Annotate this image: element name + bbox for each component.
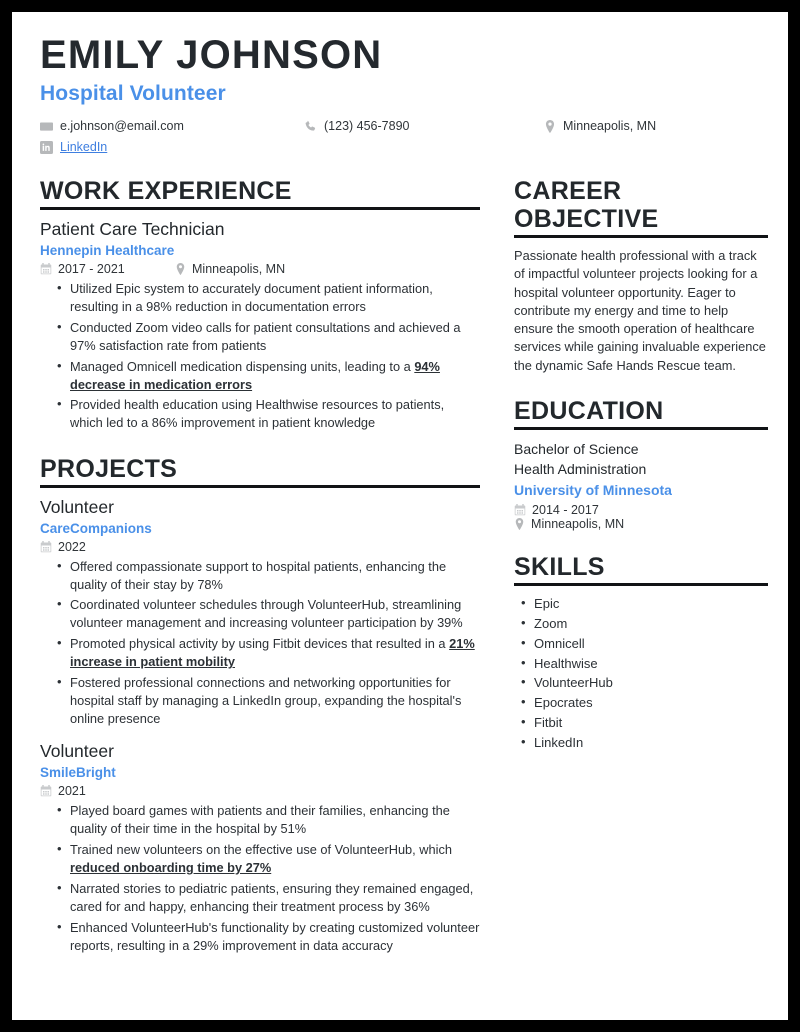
education-location-text: Minneapolis, MN (531, 516, 625, 531)
candidate-job-title: Hospital Volunteer (40, 82, 226, 105)
calendar-icon (40, 785, 52, 797)
bullet-text: Offered compassionate support to hospital patients, enhancing the quality of their stay by 78% (70, 558, 447, 592)
project-entry-org[interactable]: SmileBright (40, 765, 116, 781)
bullet-item (70, 635, 480, 671)
left-column (32, 177, 480, 977)
bullet-text: Enhanced VolunteerHub's functionality by creating customized volunteer reports, resulting in a 29% improvement in data accuracy (70, 919, 480, 953)
contact-row-secondary (40, 140, 768, 155)
linkedin-link-text[interactable]: LinkedIn (60, 140, 108, 154)
bullet-item (70, 280, 480, 316)
section-divider (514, 235, 768, 238)
skill-item: • Zoom (534, 615, 768, 633)
project-entry-org[interactable]: CareCompanions (40, 520, 152, 536)
skill-item: • LinkedIn (534, 734, 768, 752)
contact-phone[interactable] (304, 119, 544, 134)
section-title-education: EDUCATION (514, 397, 664, 426)
education-degree: Bachelor of Science (514, 441, 639, 458)
phone-text: (123) 456-7890 (324, 119, 410, 133)
resume-document (12, 12, 788, 1020)
section-divider (514, 427, 768, 430)
education-date-text: 2014 - 2017 (532, 502, 599, 517)
bullet-text: Played board games with patients and their families, enhancing the quality of their time in the hospital by 51% (70, 803, 450, 837)
project-entry-date-text: 2022 (58, 539, 86, 554)
project-entry-date (40, 784, 86, 798)
work-entry-location (175, 262, 285, 276)
work-entry-date-text: 2017 - 2021 (58, 261, 125, 276)
work-entry (40, 219, 480, 433)
education-location (514, 517, 768, 531)
skill-item: • Fitbit (534, 714, 768, 732)
contact-linkedin[interactable] (40, 140, 107, 155)
resume-header (32, 34, 768, 155)
skills-list (514, 595, 768, 753)
email-text: e.johnson@email.com (60, 119, 184, 133)
section-skills (514, 553, 768, 753)
section-divider (40, 485, 480, 488)
work-entry-bullets (40, 280, 480, 433)
section-divider (40, 207, 480, 210)
map-pin-icon (544, 120, 556, 133)
project-entry-bullets (40, 802, 480, 955)
education-field: Health Administration (514, 461, 647, 478)
contact-email[interactable] (40, 119, 304, 134)
work-entry-title: Patient Care Technician (40, 219, 225, 239)
skill-item: • Epic (534, 595, 768, 613)
envelope-icon (40, 120, 53, 133)
phone-icon (304, 120, 317, 133)
contact-row-primary (40, 119, 768, 134)
section-title-projects: PROJECTS (40, 454, 178, 483)
bullet-item (70, 919, 480, 955)
calendar-icon (514, 504, 526, 516)
education-date (514, 503, 768, 517)
section-projects (40, 455, 480, 955)
section-title-work-experience: WORK EXPERIENCE (40, 177, 292, 205)
calendar-icon (40, 541, 52, 553)
right-column (514, 177, 768, 775)
bullet-item (70, 596, 480, 632)
bullet-item (70, 396, 480, 432)
skill-item: • Omnicell (534, 635, 768, 653)
bullet-item (70, 558, 480, 594)
skill-item: • Epocrates (534, 694, 768, 712)
map-pin-icon (514, 518, 525, 530)
section-work-experience (40, 177, 480, 433)
bullet-text: Trained new volunteers on the effective use of VolunteerHub, which (70, 842, 453, 858)
bullet-highlight: 21% increase in patient mobility (70, 636, 475, 670)
bullet-text: Coordinated volunteer schedules through VolunteerHub, streamlining volunteer management and increasing volunteer participation by 39% (70, 597, 463, 631)
contact-location (544, 119, 656, 134)
bullet-item (70, 358, 480, 394)
bullet-text: Provided health education using Healthwise resources to patients, which led to a 86% improvement in patient knowledge (70, 397, 445, 431)
calendar-icon (40, 263, 52, 275)
skill-item: • VolunteerHub (534, 674, 768, 692)
project-entry-title: Volunteer (40, 496, 114, 517)
project-entry-title: Volunteer (40, 741, 114, 762)
bullet-highlight: 94% decrease in medication errors (70, 358, 440, 392)
bullet-text: Utilized Epic system to accurately document patient information, resulting in a 98% reduction in documentation errors (70, 280, 433, 315)
bullet-item (70, 841, 480, 877)
bullet-item (70, 674, 480, 728)
map-pin-icon (175, 263, 186, 275)
project-entry-bullets (40, 558, 480, 729)
bullet-text: Conducted Zoom video calls for patient consultations and achieved a 97% satisfaction rate from patients (70, 319, 461, 353)
work-entry-org[interactable]: Hennepin Healthcare (40, 242, 175, 258)
section-title-career-objective: CAREER OBJECTIVE (514, 177, 659, 233)
section-divider (514, 583, 768, 586)
skill-item: • Healthwise (534, 655, 768, 673)
work-entry-location-text: Minneapolis, MN (192, 261, 286, 276)
education-school[interactable]: University of Minnesota (514, 481, 672, 498)
linkedin-icon (40, 141, 53, 154)
career-objective-text: Passionate health professional with a track of impactful volunteer projects looking for a hospital volunteer opportunity. Eager to contribute my energy and time to help ensure the smooth operation of healthcare services while gaining invaluable experience the dynamic Safe Hands Rescue team. (514, 248, 766, 373)
project-entry-date-text: 2021 (58, 784, 86, 799)
candidate-name: EMILY JOHNSON (40, 33, 383, 77)
section-career-objective (514, 177, 768, 375)
work-entry-meta (40, 262, 480, 276)
resume-body (32, 177, 768, 977)
project-entry-meta (40, 784, 480, 798)
bullet-text: Promoted physical activity by using Fitbit devices that resulted in a (70, 636, 450, 652)
work-entry-date (40, 262, 175, 276)
bullet-item (70, 319, 480, 355)
location-text: Minneapolis, MN (563, 119, 657, 133)
project-entry-meta (40, 540, 480, 554)
project-entry-date (40, 540, 86, 554)
bullet-text: Narrated stories to pediatric patients, ensuring they remained engaged, cared for and happy, enhancing their treatment process by 36% (70, 880, 474, 915)
project-entry (40, 741, 480, 955)
section-title-skills: SKILLS (514, 552, 605, 581)
bullet-item (70, 802, 480, 838)
section-education (514, 397, 768, 531)
bullet-highlight: reduced onboarding time by 27% (70, 860, 272, 876)
bullet-text: Fostered professional connections and networking opportunities for hospital staff by managing a LinkedIn group, expanding the hospital's online presence (70, 674, 462, 727)
bullet-item (70, 880, 480, 916)
bullet-text: Managed Omnicell medication dispensing units, leading to a (70, 358, 415, 374)
project-entry (40, 497, 480, 729)
